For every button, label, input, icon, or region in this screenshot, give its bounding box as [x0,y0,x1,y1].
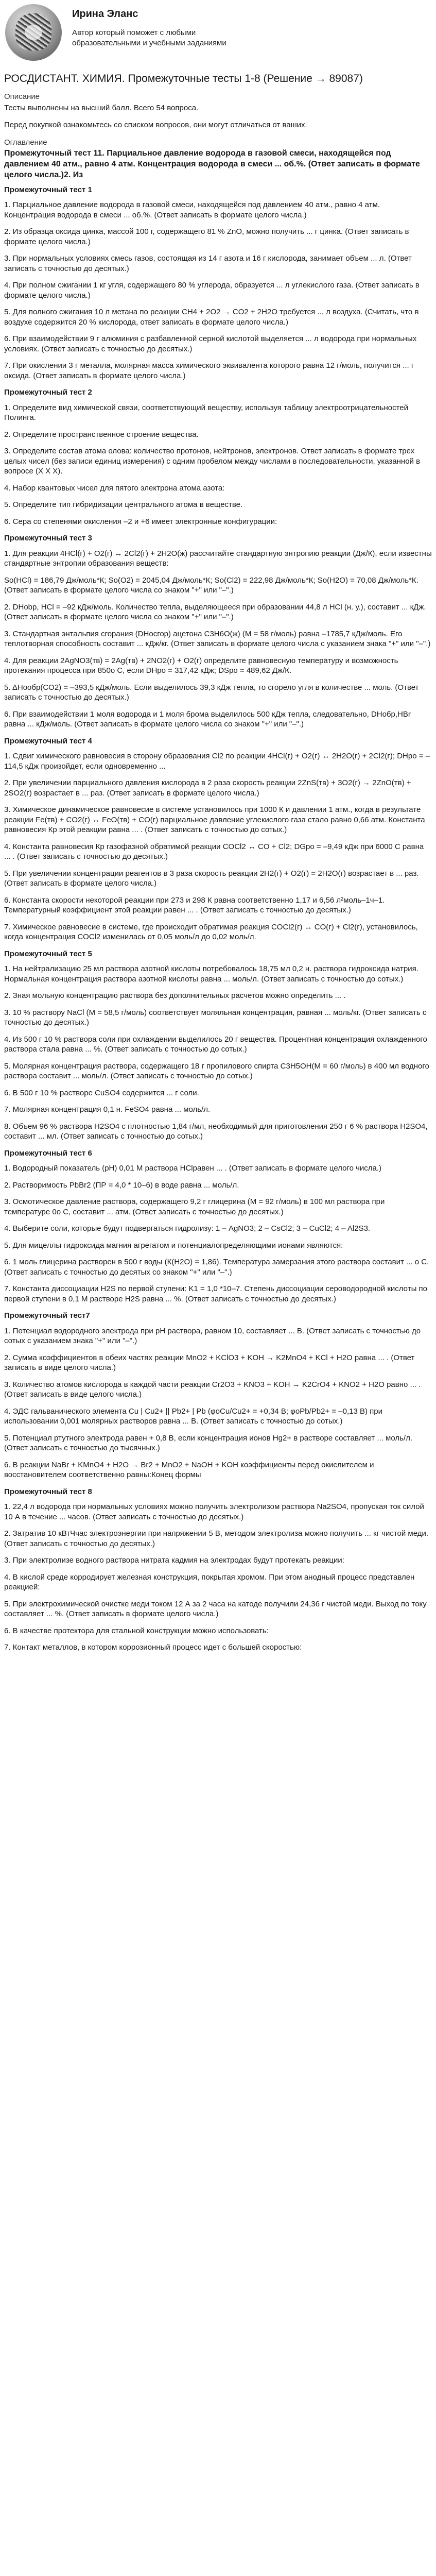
question-item: 3. 10 % раствору NaCl (M = 58,5 г/моль) соответствует моляльная концентрация, равная ... моль/кг. (Ответ записать с точностью до десятых.) [4,1008,427,1027]
author-info [72,4,226,49]
question-item: 2. Из образца оксида цинка, массой 100 г, содержащего 81 % ZnO, можно получить ... г цинка. (Ответ записать в формате целого числа.) [4,227,409,246]
question-item: 7. Химическое равновесие в системе, где происходит обратимая реакция COCl2(г) ↔ CO(г) + Cl2(г), установилось, когда концентрация COCl2 изменилась от 0,05 моль/л до 0,02 моль/л. [4,922,418,942]
question-item: 6. В 500 г 10 % растворе CuSO4 содержится ... г соли. [4,1088,199,1097]
question-item: 1. На нейтрализацию 25 мл раствора азотной кислоты потребовалось 18,75 мл 0,2 н. раствора гидроксида натрия. Нормальная концентрация раствора азотной кислоты равна ... моль/л. (Ответ записать с точностью до сотых.) [4,964,418,984]
question-item: 1. Сдвиг химического равновесия в сторону образования Cl2 по реакции 4HCl(г) + O2(г) ↔ 2H2O(г) + 2Cl2(г); DHpo = –114,5 кДж произойдет, если одновременно ... [4,752,430,771]
question-item: 1. Водородный показатель (pH) 0,01 М раствора HClравен ... . (Ответ записать в формате целого числа.) [4,1164,382,1173]
question-item: 3. При электролизе водного раствора нитрата кадмия на электродах будут протекать реакции: [4,1556,344,1565]
question-item: 1. Для реакции 4HCl(г) + O2(г) ↔ 2Cl2(г) + 2H2O(ж) рассчитайте стандартную энтропию реакции (Дж/К), если известны стандартные энтропии образования веществ: [4,549,432,568]
question-item: 2. DHobр, HCl = –92 кДж/моль. Количество тепла, выделяющееся при образовании 44,8 л HCl (н. у.), составит ... кДж. (Ответ записать в формате целого числа со знаком "+" или "–".) [4,602,426,622]
question-item: 5. При электрохимической очистке меди током 12 А за 2 часа на катоде получили 24,36 г чистой меди. Выход по току составляет ... %. (Ответ записать в формате целого числа.) [4,1599,427,1619]
question-item: So(HCl) = 186,79 Дж/моль*К; So(O2) = 2045,04 Дж/моль*К; So(Cl2) = 222,98 Дж/моль*К; So(H2O) = 70,08 Дж/моль*К. (Ответ записать в формате целого числа со знаком "+" или "–".) [4,575,418,595]
question-item: 4. Набор квантовых чисел для пятого электрона атома азота: [4,483,225,493]
question-item: 4. Из 500 г 10 % раствора соли при охлаждении выделилось 20 г вещества. Процентная концентрация охлажденного раствора стала равна ... %. (Ответ записать с точностью до сотых.) [4,1035,427,1054]
question-item: 7. Константа диссоциации H2S по первой ступени: K1 = 1,0 *10–7. Степень диссоциации сероводородной кислоты по первой ступени в 0,1 М растворе H2S равна ... %. (Ответ записать с точностью до десятых.) [4,1284,427,1303]
question-item: 6. При взаимодействии 1 моля водорода и 1 моля брома выделилось 500 кДж тепла, следовательно, DHобр,HBr равна ... кДж/моль. (Ответ записать в формате целого числа со знаком "+" или "–".) [4,709,411,729]
question-item: 2. Растворимость PbBr2 (ПР = 4,0 * 10–6) в воде равна ... моль/л. [4,1180,239,1190]
question-item: 4. При полном сжигании 1 кг угля, содержащего 80 % углерода, образуется ... л углекислого газа. (Ответ записать в формате целого числа.) [4,281,420,300]
question-item: 5. При увеличении концентрации реагентов в 3 раза скорость реакции 2H2(г) + O2(г) = 2H2O(г) возрастает в ... раз. (Ответ записать в формате целого числа.) [4,869,419,888]
question-item: 1. Определите вид химической связи, соответствующий веществу, используя таблицу электроотрицательностей Полинга. [4,403,408,422]
section-title: Промежуточный тест 1 [4,185,92,194]
question-item: 3. Осмотическое давление раствора, содержащего 9,2 г глицерина (M = 92 г/моль) в 100 мл раствора при температуре 0o C, составит ... атм. (Ответ записать с точностью до десятых.) [4,1197,385,1216]
description-paragraph: Перед покупкой ознакомьтесь со списком вопросов, они могут отличаться от ваших. [4,121,307,130]
question-item: 5. Молярная концентрация раствора, содержащего 18 г пропилового спирта C3H5OH(M = 60 г/моль) в 400 мл водного раствора составит ... моль/л. (Ответ записать с точностью до сотых.) [4,1061,429,1081]
question-item: 6. Сера со степенями окисления –2 и +6 имеет электронные конфигурации: [4,517,277,526]
question-item: 6. В качестве протектора для стальной конструкции можно использовать: [4,1626,269,1635]
question-item: 6. Константа скорости некоторой реакции при 273 и 298 К равна соответственно 1,17 и 6,56 л²моль–1ч–1. Температурный коэффициент этой реакции равен ... . (Ответ записать с точностью до десятых.) [4,895,385,915]
question-item: 5. Определите тип гибридизации центрального атома в веществе. [4,500,243,510]
author-avatar[interactable] [5,4,62,61]
question-item: 2. Определите пространственное строение вещества. [4,430,199,439]
question-item: 6. В реакции NaBr + KMnO4 + H2O → Br2 + MnO2 + NaOH + KOH коэффициенты перед окислителем и восстановителем соответственно равны:Конец формы [4,1460,374,1480]
question-item: 4. Константа равновесия Кр газофазной обратимой реакции COCl2 ↔ CO + Cl2; DGpo = –9,49 кДж при 6000 С равна ... . (Ответ записать с точностью до десятых.) [4,842,424,861]
description [4,103,432,130]
question-item: 5. Потенциал ртутного электрода равен + 0,8 В, если концентрация ионов Hg2+ в растворе составляет ... моль/л. (Ответ записать с точностью до тысячных.) [4,1433,412,1453]
question-item: 7. При окислении 3 г металла, молярная масса химического эквивалента которого равна 12 г/моль, получится ... г оксида. (Ответ записать в формате целого числа.) [4,361,414,380]
section-title: Промежуточный тест 3 [4,534,92,543]
question-item: 5. Для мицеллы гидроксида магния агрегатом и потенциалопределяющими ионами являются: [4,1241,343,1250]
section-title: Промежуточный тест 6 [4,1148,92,1158]
question-item: 1. 22,4 л водорода при нормальных условиях можно получить электролизом раствора Na2SO4, пропуская ток силой 10 А в течение ... часов. (Ответ записать с точностью до десятых.) [4,1502,424,1521]
author-header [4,0,432,72]
sections [4,185,432,1653]
description-paragraph: Тесты выполнены на высший балл. Всего 54 вопроса. [4,103,199,112]
question-item: 1. Парциальное давление водорода в газовой смеси, находящейся под давлением 40 атм., равно 4 атм. Концентрация водорода в смеси ... об.%. (Ответ записать в формате целого числа.) [4,200,380,219]
question-item: 7. Молярная концентрация 0,1 н. FeSO4 равна ... моль/л. [4,1105,211,1114]
question-item: 6. 1 моль глицерина растворен в 500 г воды (К(H2O) = 1,86). Температура замерзания этого раствора составит ... о С. (Ответ записать с точностью до десятых со знаком "+" или "–".) [4,1258,429,1277]
question-item: 2. Затратив 10 кВтЧчас электроэнергии при напряжении 5 В, методом электролиза можно получить ... кг чистой меди. (Ответ записать с точностью до десятых.) [4,1529,429,1548]
toc-label: Оглавление [4,138,47,147]
question-item: 2. Зная мольную концентрацию раствора без дополнительных расчетов можно определить ... . [4,991,346,1001]
section-title: Промежуточный тест7 [4,1311,90,1320]
section-title: Промежуточный тест 4 [4,736,92,745]
question-item: 2. Сумма коэффициентов в обеих частях реакции MnO2 + KClO3 + KOH → K2MnO4 + KCl + H2O равна ... . (Ответ записать в виде целого числа.) [4,1353,415,1372]
question-item: 3. Химическое динамическое равновесие в системе установилось при 1000 К и давлении 1 атм., когда в результате реакции Fe(тв) + CO2(г) ↔ FeO(тв) + CO(г) парциальное давление углекислого газа стало равно 0,66 атм. Константа равновесия Кр этой реакции равна ... . (Ответ записать с точностью до сотых.) [4,805,425,835]
section-title: Промежуточный тест 2 [4,388,92,397]
question-item: 5. ΔHoобр(CO2) = –393,5 кДж/моль. Если выделилось 39,3 кДж тепла, то сгорело угля в количестве ... моль. (Ответ записать с точностью до десятых.) [4,683,419,702]
author-name[interactable]: Ирина Эланс [72,8,138,20]
question-item: 3. Количество атомов кислорода в каждой части реакции Cr2O3 + KNO3 + KOH → K2CrO4 + KNO2 + H2O равно ... . (Ответ записать в виде целого числа.) [4,1380,421,1399]
question-item: 5. Для полного сжигания 10 л метана по реакции CH4 + 2O2 → CO2 + 2H2O требуется ... л воздуха. (Считать, что в воздухе содержится 20 % кислорода, ответ записать в формате целого числа.) [4,308,419,327]
question-item: 4. Для реакции 2AgNO3(тв) = 2Ag(тв) + 2NO2(г) + O2(г) определите равновесную температуру и возможность протекания процесса при 850о С, если DHpo = 317,42 кДж; DSpo = 489,62 Дж/К. [4,656,398,675]
question-item: 1. Потенциал водородного электрода при pH раствора, равном 10, составляет ... В. (Ответ записать с точностью до сотых с указанием знака "+" или "–".) [4,1326,421,1346]
section-title: Промежуточный тест 5 [4,949,92,958]
question-item: 3. Определите состав атома олова: количество протонов, нейтронов, электронов. Ответ записать в формате трех целых чисел (без записи единиц измерения) с одним пробелом между числами в последовательности, указанной в вопросе (X X X). [4,447,421,476]
question-item: 4. В кислой среде корродирует железная конструкция, покрытая хромом. При этом анодный процесс представлен реакцией: [4,1572,415,1592]
question-item: 2. При увеличении парциального давления кислорода в 2 раза скорость реакции 2ZnS(тв) + 3O2(г) → 2ZnO(тв) + 2SO2(г) возрастает в ... раз. (Ответ записать в формате целого числа.) [4,778,411,798]
description-label: Описание [4,92,40,101]
toc-title: Промежуточный тест 11. Парциальное давление водорода в газовой смеси, находящейся под давлением 40 атм., равно 4 атм. Концентрация водорода в смеси ... об.%. (Ответ записать в формате целого числа.)2. Из [4,149,420,179]
question-item: 3. При нормальных условиях смесь газов, состоящая из 14 г азота и 16 г кислорода, занимает объем ... л. (Ответ записать с точностью до десятых.) [4,254,412,273]
page-title: РОСДИСТАНТ. ХИМИЯ. Промежуточные тесты 1-8 (Решение → 89087) [4,73,363,84]
author-description: Автор который поможет с любыми образовательными и учебными заданиями [72,28,226,48]
question-item: 3. Стандартная энтальпия сгорания (DHocгор) ацетона C3H6O(ж) (M = 58 г/моль) равна –1785,7 кДж/моль. Его теплотворная способность составит ... кДж/кг. (Ответ записать в формате целого числа с указанием знака "+" или "–".) [4,629,431,649]
question-item: 7. Контакт металлов, в котором коррозионный процесс идет с большей скоростью: [4,1643,302,1652]
question-item: 8. Объем 96 % раствора H2SO4 с плотностью 1,84 г/мл, необходимый для приготовления 250 г 6 % раствора H2SO4, составит ... мл. (Ответ записать с точностью до сотых.) [4,1122,428,1141]
question-item: 6. При взаимодействии 9 г алюминия с разбавленной серной кислотой выделяется ... л водорода при нормальных условиях. (Ответ записать с точностью до десятых.) [4,334,417,353]
question-item: 4. ЭДС гальванического элемента Cu | Cu2+ || Pb2+ | Pb (φoCu/Cu2+ = +0,34 В; φoPb/Pb2+ = –0,13 В) при использовании 0,001 молярных растворов равна ... В. (Ответ записать с точностью до сотых.) [4,1406,383,1426]
question-item: 4. Выберите соли, которые будут подвергаться гидролизу: 1 – AgNO3; 2 – CsCl2; 3 – CuCl2; 4 – Al2S3. [4,1224,371,1233]
section-title: Промежуточный тест 8 [4,1487,92,1496]
